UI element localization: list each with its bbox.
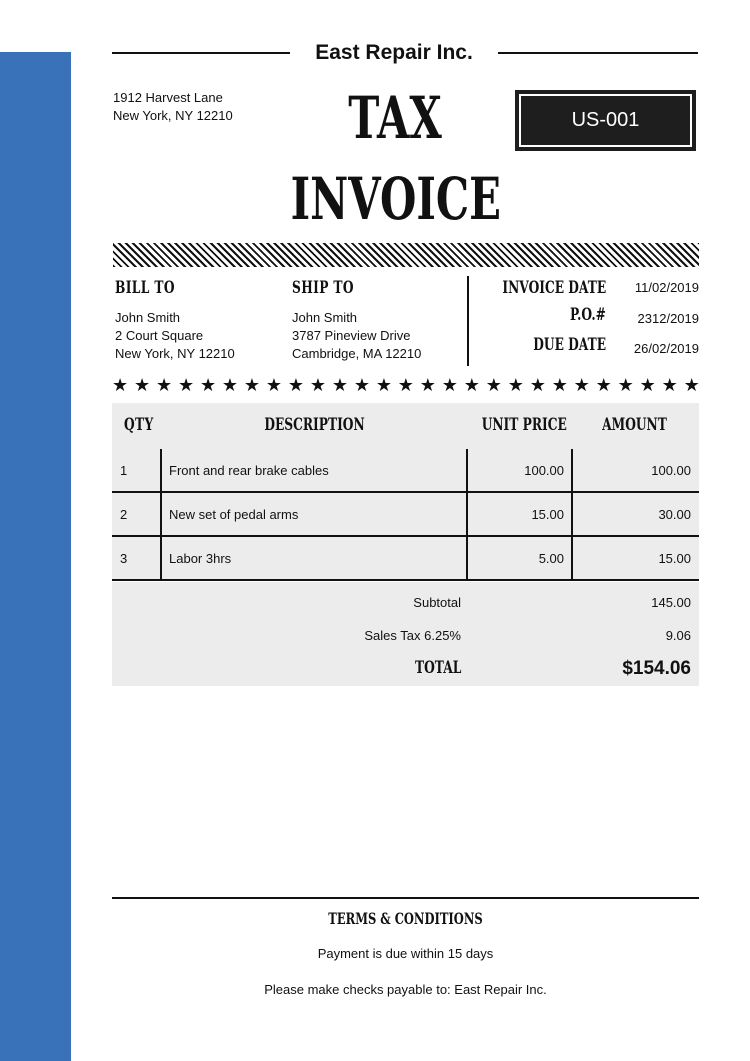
invoice-date-label: INVOICE DATE [502, 278, 606, 298]
totals-block [112, 582, 699, 686]
sales-tax-label: Sales Tax 6.25% [364, 628, 461, 643]
company-address-line1: 1912 Harvest Lane [113, 90, 223, 105]
star-icon: ★ [551, 375, 568, 395]
ship-to-line2: Cambridge, MA 12210 [292, 346, 422, 361]
bill-to-name: John Smith [115, 310, 181, 325]
row-description: Labor 3hrs [169, 550, 232, 566]
star-divider [112, 375, 700, 395]
header-rule-right [498, 52, 698, 54]
invoice-date-value: 11/02/2019 [634, 280, 699, 295]
star-icon: ★ [331, 375, 348, 395]
header-description: DESCRIPTION [264, 415, 365, 435]
star-icon: ★ [155, 375, 173, 395]
star-icon: ★ [661, 375, 678, 395]
star-icon: ★ [573, 375, 590, 395]
star-icon: ★ [375, 375, 392, 395]
star-icon: ★ [133, 375, 151, 395]
terms-line1: Payment is due within 15 days [317, 946, 494, 961]
table-row [112, 449, 699, 493]
bill-to-label: BILL TO [115, 278, 175, 298]
total-label: TOTAL [414, 658, 461, 678]
info-divider [467, 276, 469, 366]
star-icon: ★ [221, 375, 239, 395]
row-qty: 1 [120, 462, 128, 478]
terms-line2: Please make checks payable to: East Repair Inc. [264, 982, 547, 997]
row-amount: 100.00 [651, 462, 691, 478]
due-date-value: 26/02/2019 [633, 341, 699, 356]
invoice-id: US-001 [519, 94, 692, 147]
star-icon: ★ [419, 375, 436, 395]
table-row [112, 493, 699, 537]
star-icon: ★ [265, 375, 283, 395]
total-value: $154.06 [622, 658, 691, 679]
row-unit-price: 100.00 [524, 462, 564, 478]
row-amount: 30.00 [658, 506, 691, 522]
column-divider [160, 537, 162, 581]
column-divider [160, 449, 162, 493]
row-qty: 3 [120, 550, 128, 566]
row-unit-price: 5.00 [538, 550, 564, 566]
row-description: New set of pedal arms [169, 506, 299, 522]
header-unit-price: UNIT PRICE [481, 415, 567, 435]
star-icon: ★ [507, 375, 524, 395]
star-icon: ★ [639, 375, 656, 395]
terms-rule [112, 897, 699, 899]
row-qty: 2 [120, 506, 128, 522]
sales-tax-value: 9.06 [665, 628, 691, 643]
ship-to-line1: 3787 Pineview Drive [292, 328, 411, 343]
po-label: P.O.# [570, 305, 606, 325]
star-icon: ★ [683, 375, 700, 395]
star-icon: ★ [309, 375, 326, 395]
company-address-line2: New York, NY 12210 [113, 108, 233, 123]
star-icon: ★ [177, 375, 195, 395]
table-row [112, 537, 699, 581]
star-icon: ★ [485, 375, 502, 395]
star-icon: ★ [595, 375, 612, 395]
star-icon: ★ [529, 375, 546, 395]
table-header [112, 403, 699, 451]
row-description: Front and rear brake cables [169, 462, 329, 478]
row-unit-price: 15.00 [531, 506, 564, 522]
bill-to-line2: New York, NY 12210 [115, 346, 235, 361]
invoice-id-box [515, 90, 696, 151]
ship-to-name: John Smith [292, 310, 358, 325]
subtotal-label: Subtotal [413, 595, 461, 610]
star-icon: ★ [353, 375, 370, 395]
po-value: 2312/2019 [637, 311, 699, 326]
company-name: East Repair Inc. [315, 41, 473, 64]
hatch-divider [113, 243, 699, 267]
bill-to-line1: 2 Court Square [115, 328, 204, 343]
title-line2: INVOICE [290, 165, 501, 233]
header-amount: AMOUNT [602, 415, 667, 435]
sidebar-accent [0, 52, 71, 1061]
star-icon: ★ [243, 375, 261, 395]
star-icon: ★ [199, 375, 217, 395]
subtotal-value: 145.00 [651, 595, 691, 610]
terms-heading: TERMS & CONDITIONS [328, 909, 483, 928]
star-icon: ★ [112, 375, 129, 395]
column-divider [160, 493, 162, 537]
header-rule-left [112, 52, 290, 54]
title-line1: TAX [348, 84, 442, 152]
due-date-label: DUE DATE [533, 335, 606, 355]
star-icon: ★ [397, 375, 414, 395]
star-icon: ★ [617, 375, 634, 395]
star-icon: ★ [441, 375, 458, 395]
star-icon: ★ [463, 375, 480, 395]
star-icon: ★ [287, 375, 305, 395]
header-qty: QTY [124, 415, 154, 435]
ship-to-label: SHIP TO [292, 278, 354, 298]
row-amount: 15.00 [658, 550, 691, 566]
